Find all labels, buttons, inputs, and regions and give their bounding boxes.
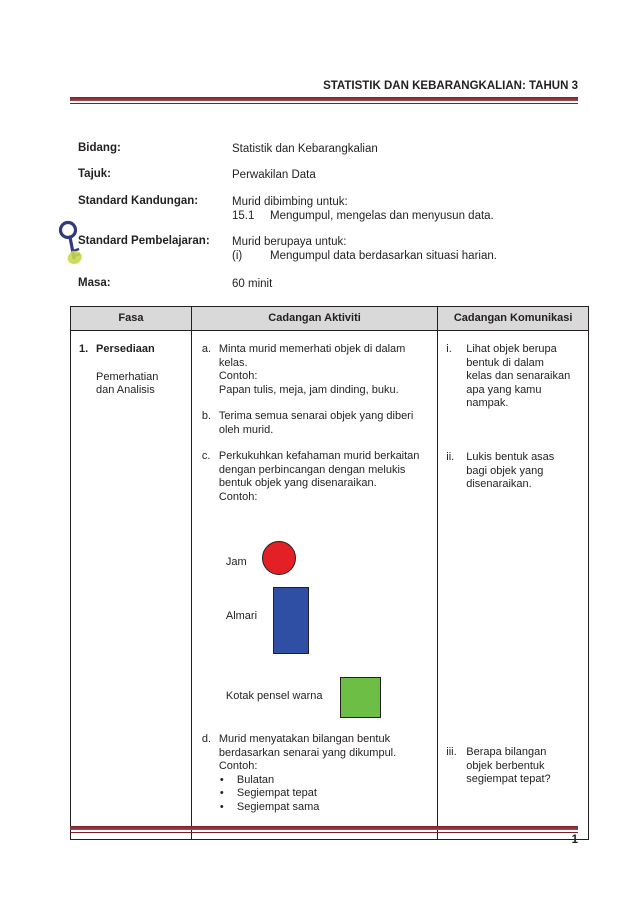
komunikasi-i-line5: nampak. — [466, 397, 509, 409]
aktiviti-a-letter: a. — [201, 343, 212, 355]
aktiviti-cell — [191, 331, 437, 840]
masa-label: Masa: — [78, 277, 111, 289]
komunikasi-iii-line3: segiempat tepat? — [466, 773, 551, 785]
list-item: • Bulatan — [219, 773, 275, 786]
aktiviti-d-letter: d. — [201, 733, 212, 745]
aktiviti-a-line1: Minta murid memerhati objek di dalam — [218, 343, 406, 355]
square-shape — [340, 677, 381, 718]
tall-rectangle-shape — [273, 587, 309, 654]
aktiviti-item-d — [202, 733, 432, 814]
komunikasi-iii-num: iii. — [446, 746, 457, 758]
header-komunikasi: Cadangan Komunikasi — [438, 307, 589, 331]
komunikasi-iii-line1: Berapa bilangan — [466, 746, 547, 758]
header-fasa: Fasa — [71, 307, 192, 331]
komunikasi-item-ii — [446, 451, 586, 492]
page-header-title: STATISTIK DAN KEBARANGKALIAN: TAHUN 3 — [323, 80, 578, 92]
komunikasi-i-line2: bentuk di dalam — [466, 356, 544, 369]
fasa-number: 1. — [79, 343, 89, 355]
tajuk-value: Perwakilan Data — [232, 169, 316, 181]
komunikasi-ii-line1: Lukis bentuk asas — [466, 451, 555, 463]
lesson-table — [70, 306, 589, 840]
list-item: • Segiempat tepat — [219, 787, 317, 799]
komunikasi-i-num: i. — [446, 343, 452, 355]
standard-pembelajaran-line1: Murid berupaya untuk: — [232, 236, 347, 248]
standard-kandungan-code: 15.1 — [232, 210, 255, 222]
aktiviti-a-line2: kelas. — [218, 356, 248, 369]
fasa-title: Persediaan — [96, 343, 155, 355]
fasa-cell — [71, 331, 192, 840]
shape-label-almari: Almari — [225, 610, 258, 622]
header-aktiviti: Cadangan Aktiviti — [191, 307, 437, 331]
footer-rule — [70, 826, 578, 830]
shape-label-jam: Jam — [225, 556, 247, 568]
standard-kandungan-line2: Mengumpul, mengelas dan menyusun data. — [270, 210, 494, 222]
footer-rule-thin — [70, 832, 578, 833]
komunikasi-cell — [438, 331, 589, 840]
standard-pembelajaran-label: Standard Pembelajaran: — [78, 235, 210, 247]
aktiviti-b-line2: oleh murid. — [218, 423, 274, 436]
aktiviti-a-line3: Contoh: — [218, 370, 258, 382]
aktiviti-b-line1: Terima semua senarai objek yang diberi — [218, 410, 414, 422]
masa-value: 60 minit — [232, 278, 273, 290]
aktiviti-item-a — [202, 343, 437, 397]
komunikasi-item-i — [446, 343, 588, 411]
standard-pembelajaran-code: (i) — [232, 250, 243, 262]
aktiviti-a-line4: Papan tulis, meja, jam dinding, buku. — [218, 383, 399, 396]
komunikasi-iii-line2: objek berbentuk — [466, 759, 545, 772]
komunikasi-ii-line3: disenaraikan. — [466, 478, 532, 490]
aktiviti-c-letter: c. — [201, 450, 211, 462]
komunikasi-ii-num: ii. — [446, 451, 455, 463]
komunikasi-i-line4: apa yang kamu — [466, 383, 542, 396]
aktiviti-item-c — [202, 450, 437, 504]
bidang-value: Statistik dan Kebarangkalian — [232, 143, 378, 155]
aktiviti-c-line4: Contoh: — [218, 490, 258, 503]
fasa-sub1: Pemerhatian — [96, 370, 159, 383]
header-rule-thin — [70, 103, 578, 104]
aktiviti-d-line2: berdasarkan senarai yang dikumpul. — [218, 746, 397, 759]
komunikasi-i-line3: kelas dan senaraikan — [466, 370, 571, 382]
komunikasi-ii-line2: bagi objek yang — [466, 464, 544, 477]
standard-kandungan-label: Standard Kandungan: — [78, 195, 199, 207]
page-number: 1 — [571, 834, 578, 846]
aktiviti-c-line1: Perkukuhkan kefahaman murid berkaitan — [218, 450, 420, 462]
komunikasi-i-line1: Lihat objek berupa — [466, 343, 557, 355]
komunikasi-item-iii — [446, 746, 586, 787]
circle-shape — [262, 541, 296, 575]
shape-label-kotak: Kotak pensel warna — [225, 690, 323, 702]
fasa-sub2: dan Analisis — [96, 384, 155, 396]
aktiviti-b-letter: b. — [201, 410, 212, 422]
standard-pembelajaran-line2: Mengumpul data berdasarkan situasi harian. — [270, 250, 497, 262]
tajuk-label: Tajuk: — [78, 168, 112, 180]
bidang-label: Bidang: — [78, 142, 121, 154]
aktiviti-d-line3: Contoh: — [218, 760, 258, 772]
aktiviti-item-b — [202, 410, 437, 437]
aktiviti-d-line1: Murid menyatakan bilangan bentuk — [218, 733, 391, 745]
aktiviti-c-line2: dengan perbincangan dengan melukis — [218, 463, 406, 476]
header-rule — [70, 97, 578, 101]
list-item: • Segiempat sama — [219, 800, 320, 813]
aktiviti-c-line3: bentuk objek yang disenaraikan. — [218, 477, 377, 489]
standard-kandungan-line1: Murid dibimbing untuk: — [232, 196, 348, 208]
